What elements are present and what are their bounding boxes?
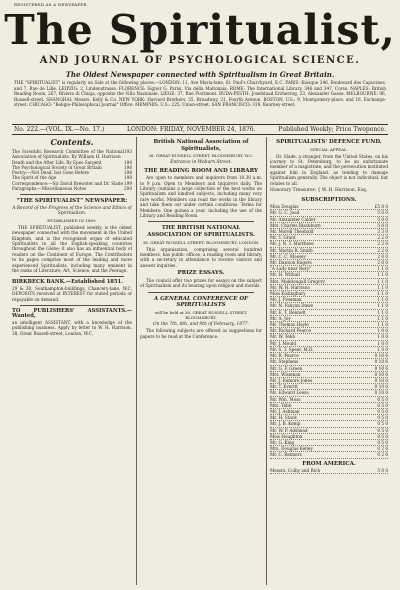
subscriber-name: Mr. J. Freeman: [270, 297, 302, 303]
subscriber-amount: 0 5 0: [377, 408, 388, 414]
subscriber-amount: 0 2 6: [377, 446, 388, 452]
conference-body: The following subjects are offered as suggestions for papers to be read at the Conference.: [140, 328, 262, 339]
conference-dates: On the 7th, 8th, and 9th of February, 1877.: [153, 321, 249, 327]
publishers-advert-title: TO PUBLISHERS' ASSISTANTS.—Wanted,: [12, 308, 132, 320]
subscriber-name: Mrs. Tebb: [270, 402, 292, 408]
newspaper-heading: "THE SPIRITUALIST" NEWSPAPER:: [16, 198, 128, 205]
subscriber-amount: 0 5 0: [377, 415, 388, 421]
subscriber-name: Mr. Wm. Moss: [270, 396, 301, 402]
subscriber-name: Mr. E. T. Bennett: [270, 309, 306, 315]
subscriber-amount: 5 0 0: [377, 216, 388, 222]
subscriber-name: Mr. N. Fabyan Dawe: [270, 303, 314, 309]
column-right: [270, 137, 388, 585]
subscriber-amount: 0 10 6: [374, 353, 388, 359]
subscriber-name: Mr. Morell Theobald: [270, 229, 314, 235]
subscriber-amount: 0 5 0: [377, 421, 388, 427]
subscriber-amount: £5 0 0: [374, 204, 388, 210]
subscriber-name: Mr. Dawson Rogers: [270, 260, 312, 266]
subscriber-amount: 1 1 0: [377, 266, 388, 272]
subscriber-amount: 3 3 0: [377, 229, 388, 235]
bnas-address: 38, GREAT RUSSELL STREET, BLOOMSBURY, W.C.: [148, 153, 254, 159]
subscriber-name: Mr. W. Tebb: [270, 334, 296, 340]
subscriber-amount: 0 10 0: [374, 377, 388, 383]
bnas2-body: This organisation, comprising several hundred members, has public offices, a reading room and library, with a secretary in attendance to receive visitors and answer inquiries.: [140, 246, 262, 268]
masthead-tagline: The Oldest Newspaper connected with Spiritualism in Great Britain.: [65, 70, 335, 79]
subscriber-name: Mr. C. Reimers: [270, 452, 302, 458]
defence-fund-subheading: SPECIAL APPEAL.: [310, 146, 348, 152]
subscriber-amount: 0 5 0: [377, 433, 388, 439]
subscriber-name: Mr. H. Withall: [270, 272, 300, 278]
subscriber-name: Mr. Richard Pearce: [270, 328, 311, 334]
defence-fund-body: Dr. Slade, a stranger, from the United States, on his journey to St. Petersburg, to be an unfortunate member of a magistrate, and the persecution instituted against him in England, as tending to damage Spiritualism generally. The object is not individual, but relates to all.: [270, 153, 388, 186]
bank-advert-title: BIRKBECK BANK.—Established 1851.: [12, 279, 123, 286]
subscriber-amount: 2 2 0: [377, 235, 388, 241]
contents-item-title: The Scientific Research Committee of the National Association of Spiritualists. By William H. Harrison: [12, 149, 124, 160]
contents-item-page: 193: [124, 149, 132, 154]
subscriber-name: Mr. W. P. Adshead: [270, 427, 308, 433]
subscriber-amount: 1 1 0: [377, 322, 388, 328]
subscriber-name: Mr. J. Mould: [270, 340, 297, 346]
subscriber-amount: 1 0 0: [377, 328, 388, 334]
subscriber-amount: 0 5 0: [377, 396, 388, 402]
contents-item-page: 196: [124, 164, 132, 170]
america-heading: FROM AMERICA.: [302, 460, 356, 467]
subscriber-name: Mr. G. King: [270, 439, 295, 445]
subscriber-amount: 0 5 0: [377, 427, 388, 433]
subscriber-amount: 2 0 0: [377, 260, 388, 266]
contents-item-page: 199: [124, 180, 132, 186]
issue-number: No. 222.—(VOL. IX.—No. 17.): [14, 126, 105, 133]
bank-advert-body: 29 & 30, Southampton-buildings, Chancery-lane, W.C. DEPOSITS received at INTEREST for stated periods or repayable on demand.: [12, 285, 132, 302]
subscriber-amount: 1 1 0: [377, 297, 388, 303]
subscriber-amount: 2 0 0: [377, 253, 388, 259]
subscriptions-heading: SUBSCRIPTIONS.: [301, 196, 357, 203]
subscriber-name: Mr. C. C. Massey: [270, 253, 306, 259]
divider: [20, 305, 124, 306]
issue-date: LONDON: FRIDAY, NOVEMBER 24, 1876.: [126, 126, 256, 133]
masthead-title: The Spiritualist,: [4, 6, 396, 54]
subscriber-amount: 5 0 0: [377, 222, 388, 228]
subscriber-name: Miss Douglas: [270, 204, 299, 210]
conference-heading: A GENERAL CONFERENCE OF SPIRITUALISTS: [153, 295, 249, 309]
subscriber-name: Mr. J. B. Kemp: [270, 421, 301, 427]
newspaper-subheading: A Record of the Progress of the Science and Ethics of Spiritualism.: [12, 205, 132, 217]
reading-room-heading: THE READING ROOM AND LIBRARY: [144, 167, 258, 174]
subscriber-name: Mr. J. N. T. Martheze: [270, 241, 314, 247]
contents-item-title: The Psychological Society of Great Britain: [12, 164, 102, 170]
subscriber-amount: 0 2 6: [377, 452, 388, 458]
divider: [148, 292, 254, 293]
contents-list: [12, 149, 132, 191]
subscriber-amount: 0 10 6: [374, 365, 388, 371]
subscriber-name: Mrs. Makdougall Gregory: [270, 278, 325, 284]
conference-venue: will be held at 38, GREAT RUSSELL STREET, BLOOMSBURY,: [154, 309, 248, 320]
contents-item-page: 198: [124, 175, 132, 181]
subscriber-name: Mrs. Wiseman: [270, 371, 301, 377]
masthead-subtitle: AND JOURNAL OF PSYCHOLOGICAL SCIENCE.: [39, 55, 361, 66]
publishers-advert-body: an intelligent ASSISTANT, with a knowledge of the publishing business. Apply by letter to W. H. Harrison, 38, Great Russell-street, London, W.C.: [12, 319, 132, 336]
subscriber-amount: 1 1 0: [377, 303, 388, 309]
divider: [20, 194, 124, 195]
subscriber-name: Mr. Edward Lewis: [270, 390, 309, 396]
subscriber-amount: 1 1 0: [377, 309, 388, 315]
subscriber-amount: 0 10 6: [374, 359, 388, 365]
subscriber-name: Mr. G. C. Joad: [270, 210, 300, 216]
column-divider: [136, 137, 137, 585]
subscriber-name: Mr. Stephens: [270, 359, 299, 365]
contents-item-title: Paragraphs:—Miscellaneous Notes: [12, 186, 87, 192]
column-middle: [140, 137, 262, 585]
newspaper-established: ESTABLISHED IN 1869.: [47, 217, 97, 223]
subscriber-amount: 2 2 0: [377, 247, 388, 253]
prize-heading: PRIZE ESSAYS.: [177, 270, 225, 277]
subscriber-amount: 1 0 0: [377, 334, 388, 340]
subscriber-name: Miss Houghton: [270, 433, 303, 439]
list-item: [270, 468, 388, 474]
subscriber-name: Mr. T. Everitt: [270, 384, 298, 390]
subscriber-amount: 0 5 0: [377, 439, 388, 445]
subscriber-name: Mr. T. Grant: [270, 235, 296, 241]
subscriber-amount: 1 1 0: [377, 291, 388, 297]
subscriber-amount: 0 10 0: [374, 390, 388, 396]
contents-item-page: 200: [124, 186, 132, 192]
contents-item-title: Correspondence:—Sir David Brewster and Dr. Slade: [12, 180, 124, 186]
subscriber-amount: 1 1 0: [377, 272, 388, 278]
subscriber-amount: 0 5 0: [377, 402, 388, 408]
subscriber-amount: 1 0 0: [377, 340, 388, 346]
contents-heading: Contents.: [50, 137, 94, 147]
issue-rule-top: [12, 124, 388, 125]
treasurer-line: Honorary Treasurer: { W. H. Harrison, Esq.: [270, 188, 368, 194]
bank-advert: [12, 280, 132, 302]
contents-item: [12, 149, 132, 160]
registered-notice: REGISTERED AS A NEWSPAPER.: [14, 2, 89, 7]
contents-item-title: Poetry:—Not Dead, but Gone Before: [12, 170, 90, 176]
bnas-entrance: Entrance in Woburn Street.: [170, 160, 232, 166]
bnas-heading: British National Association of Spiritualists,: [153, 139, 249, 152]
publishers-advert: [12, 309, 132, 336]
subscriber-name: Mr. Martin R. Smith: [270, 247, 313, 253]
divider: [20, 276, 124, 277]
issue-line: [14, 126, 386, 133]
column-left: [12, 137, 132, 585]
prize-body: The council offer two prizes for essays on the subject of Spiritualism and its bearing upon religion and morals.: [140, 277, 262, 289]
contents-item-title: The Spirit of the Age: [12, 175, 57, 181]
column-divider: [266, 137, 267, 585]
contents-item-page: 198: [124, 170, 132, 176]
subscriber-name: Mr. W. H. Harrison: [270, 284, 310, 290]
agents-notice: THE "SPIRITUALIST" is regularly on Sale at the following places:—LONDON: 11, Ave Maria-lane, St. Paul's Churchyard, E.C. PARIS: Kiosque 246, Boulevard des Capucines, and 7, Rue de Lille. LEIPZIG: 2, Lindenstrasse. FLORENCE: Signor G. Parisi, Via della Maltonaia. ROME: The International Library, 346 and 347, Corso. NAPLES: British Reading Room, 267, Riviera di Chiaja, opposite the Villa Nazionale. LIEGE: 37, Rue Florimont. BUDA-PESTH: Josefstaad Erzherzog, 23, Alexander Gasse. MELBOURNE: 96, Russell-street. SHANGHAI: Messrs. Kelly & Co. NEW YORK: Harvard Brothers, 55, Broadway, 21, Fourth Avenue. BOSTON, U.S.: 9, Montgomery-place, and 18, Exchange-street. CHICAGO: "Religio-Philosophical Journal" Office. MEMPHIS, U.S.: 225, Union-street. SAN FRANCISCO: 319, Kearney-street.: [14, 80, 386, 108]
subscriber-name: Mr. Thomas Hayle: [270, 322, 309, 328]
bnas2-heading: THE BRITISH NATIONAL ASSOCIATION OF SPIRITUALISTS.: [147, 225, 255, 239]
subscriber-amount: 1 0 0: [377, 346, 388, 352]
subscriber-amount: 5 0 0: [377, 468, 388, 474]
bnas2-address: 38, GREAT RUSSELL STREET, BLOOMSBURY, LONDON.: [142, 239, 260, 245]
subscriber-amount: 2 2 0: [377, 241, 388, 247]
reading-room-body: Are open to members and inquirers from 10.30 a.m. to 9 p.m. Open to Members and Inquirers daily. The Library contains a large collection of the best works on Spiritualism and kindred subjects, including many very rare works. Members can read the works in the library and take them out under certain conditions. Terms for Members: One guinea a year, including the use of the Library and Reading Room.: [140, 175, 262, 219]
subscriber-name: Mr. J. Ashman: [270, 408, 300, 414]
subscriber-amount: 0 10 6: [374, 371, 388, 377]
subscriber-name: Mr. H. Stack: [270, 415, 297, 421]
subscriber-amount: 1 1 0: [377, 278, 388, 284]
subscriber-name: Mrs. Charles Blackburn: [270, 222, 321, 228]
contents-item-title: Death and the After Life. By Epes Sargent: [12, 159, 102, 165]
contents-item-page: 194: [124, 159, 132, 165]
subscriber-name: Miss Kislingbury: [270, 291, 306, 297]
subscriber-amount: 0 10 0: [374, 384, 388, 390]
subscriber-name: Mr. R. Pearce: [270, 353, 299, 359]
subscriber-name: Messrs. Colby and Rich: [270, 468, 321, 474]
america-list: [270, 468, 388, 474]
subscriber-amount: 5 0 0: [377, 210, 388, 216]
subscriber-amount: 1 1 0: [377, 284, 388, 290]
list-item: [270, 452, 388, 458]
subscriber-name: Mr. Alexander Calder: [270, 216, 316, 222]
subscriber-name: Mr. S. T. Speer, M.D.: [270, 346, 314, 352]
contents-item: [12, 186, 132, 191]
subscriber-name: Mr. J. Enmore Jones: [270, 377, 313, 383]
subscriber-name: Mrs. Douglas Kelley: [270, 446, 313, 452]
subscriber-name: Mr. A. Joy: [270, 315, 291, 321]
newspaper-body: THE SPIRITUALIST, published weekly, is the oldest newspaper connected with the movement in the United Kingdom, and is the recognised organ of educated Spiritualists in all the English-speaking countries throughout the Globe; it also has an influential body of readers on the Continent of Europe. The Contributors to its pages comprise most of the leading and more experienced Spiritualists, including many eminent in the ranks of Literature, Art, Science, and the Peerage.: [12, 224, 132, 274]
issue-rule-bottom: [12, 134, 388, 135]
subscriber-name: "A Lady near Bury": [270, 266, 312, 272]
subscriber-amount: 1 1 0: [377, 315, 388, 321]
subscriber-name: Mr. G. F. Green: [270, 365, 303, 371]
defence-fund-heading: SPIRITUALISTS' DEFENCE FUND.: [276, 139, 382, 145]
issue-price: Published Weekly; Price Twopence.: [278, 126, 386, 133]
divider: [148, 221, 254, 222]
subscriptions-list: [270, 204, 388, 458]
